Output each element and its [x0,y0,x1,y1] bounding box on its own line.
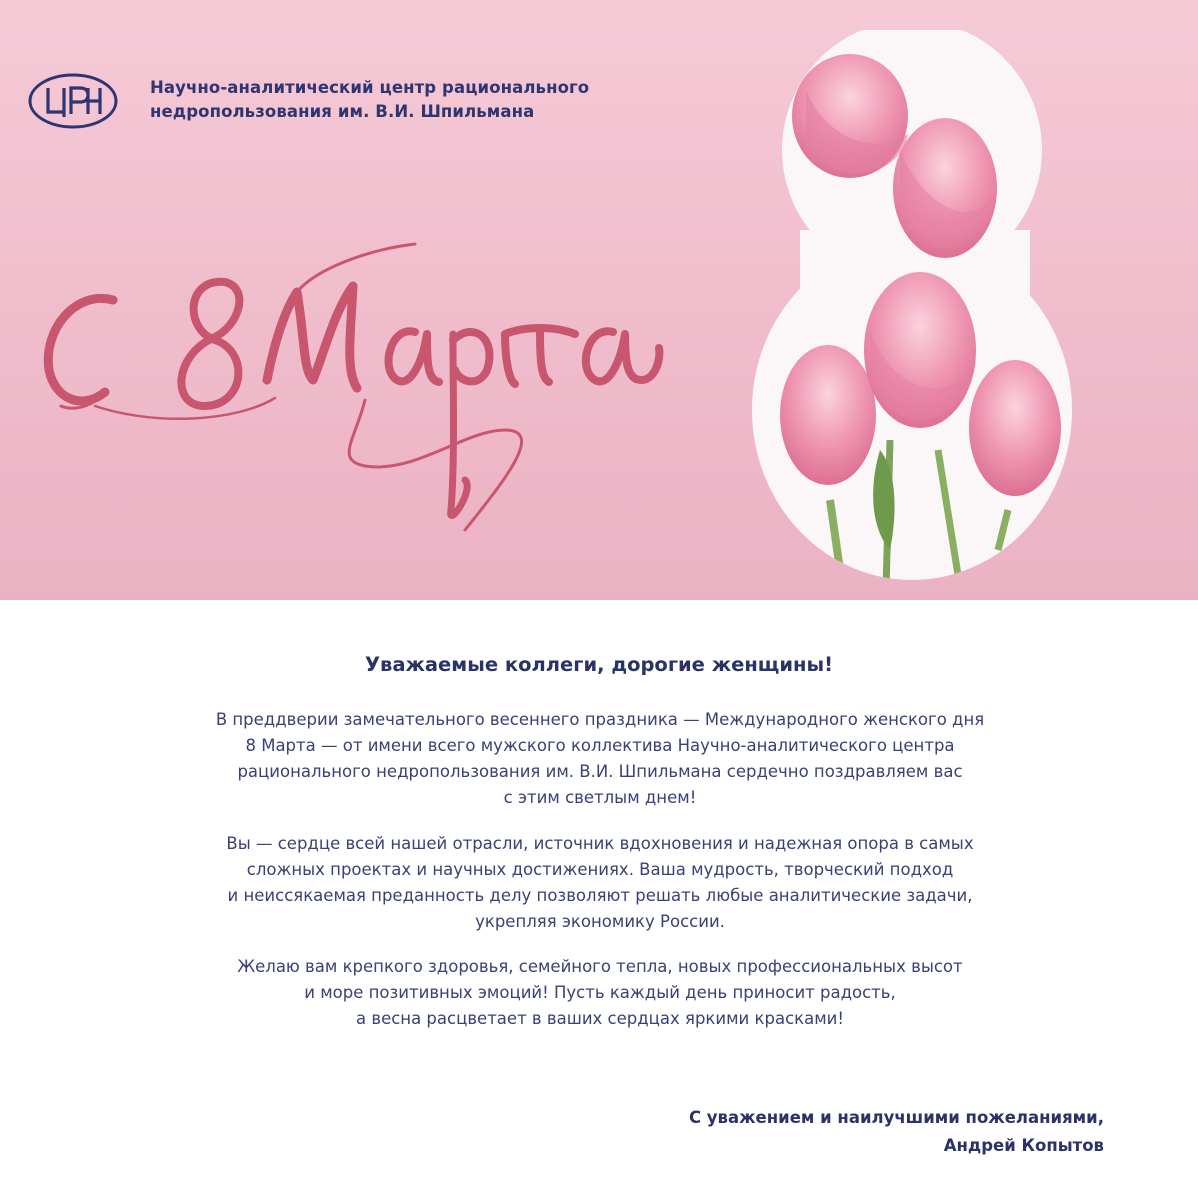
paragraph-3-line: и море позитивных эмоций! Пусть каждый день приносит радость, [304,983,896,1002]
paragraph-3-line: Желаю вам крепкого здоровья, семейного тепла, новых профессиональных высот [237,957,963,976]
organization-name-line1: Научно-аналитический центр рационального [150,78,590,97]
paragraph-1-line: В преддверии замечательного весеннего праздника — Международного женского дня [215,710,985,729]
signer-name: Андрей Копытов [943,1136,1104,1155]
tulips-figure-eight [740,30,1100,590]
greeting-heading: Уважаемые коллеги, дорогие женщины! [364,653,834,676]
paragraph-1-line: рационального недропользования им. В.И. Шпильмана сердечно поздравляем вас [237,762,963,781]
organization-logo [26,70,120,132]
paragraph-2-line: и неиссякаемая преданность делу позволяют решать любые аналитические задачи, [227,886,973,905]
closing-line: С уважением и наилучшими пожеланиями, [688,1108,1104,1127]
paragraph-1-line: с этим светлым днем! [503,788,697,807]
paragraph-2-line: Вы — сердце всей нашей отрасли, источник вдохновения и надежная опора в самых [226,834,974,853]
paragraph-3-line: а весна расцветает в ваших сердцах яркими красками! [355,1009,845,1028]
paragraph-2-line: укрепляя экономику России. [475,912,725,931]
paragraph-1-line: 8 Марта — от имени всего мужского коллектива Научно-аналитического центра [245,736,955,755]
march-8-calligraphy [35,230,675,540]
organization-name-line2: недропользования им. В.И. Шпильмана [150,102,535,121]
paragraph-2-line: сложных проектах и научных достижениях. Ваша мудрость, творческий подход [246,860,954,879]
paragraph-2 [80,831,1120,935]
paragraph-3 [80,954,1120,1032]
paragraph-1 [80,707,1120,811]
organization-name [150,76,710,124]
signature-block [689,1104,1104,1160]
